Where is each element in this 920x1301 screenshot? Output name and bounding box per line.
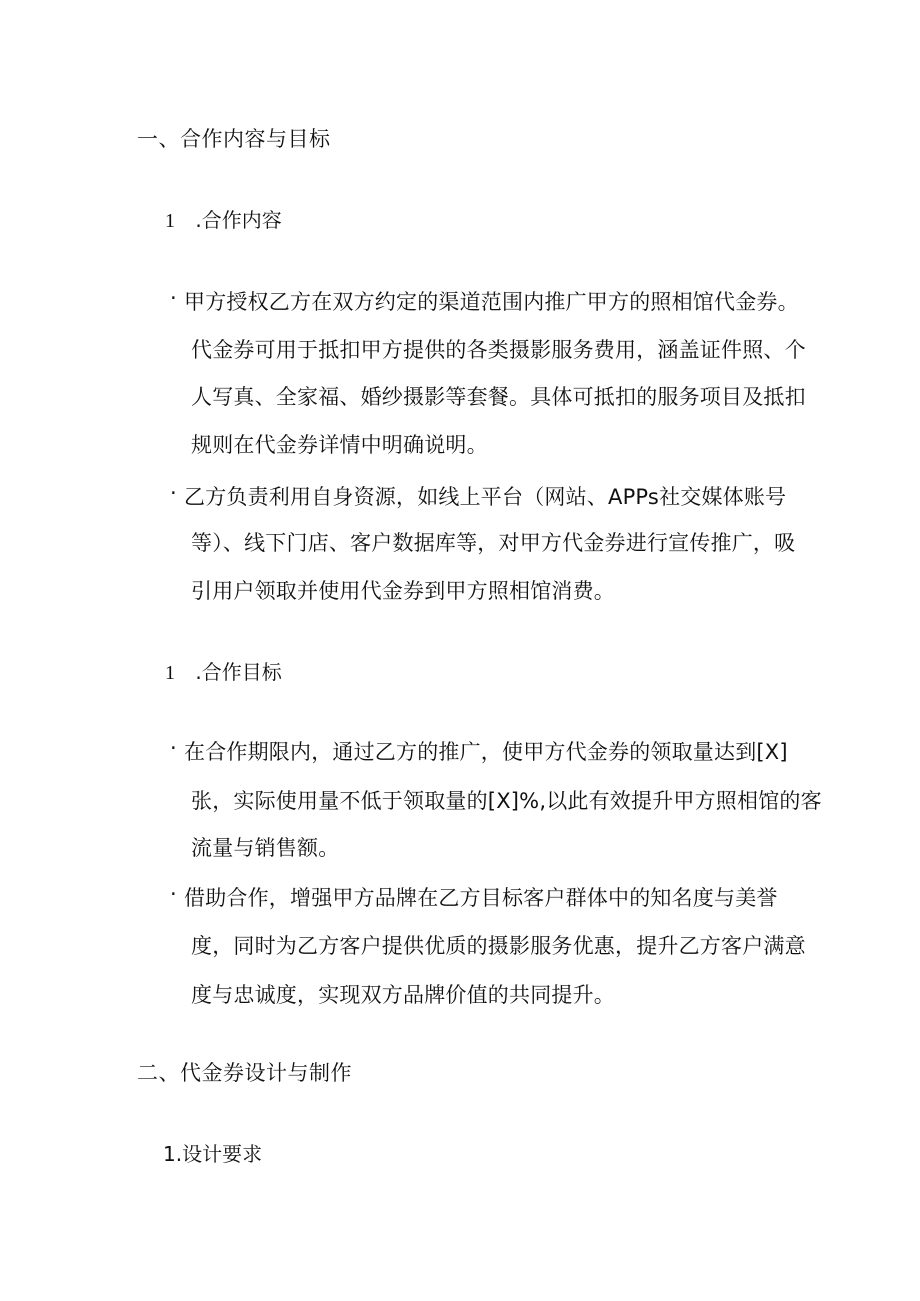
paragraph-line: 引用户领取并使用代金券到甲方照相馆消费。: [191, 579, 615, 603]
section-heading-2: 二、代金券设计与制作: [137, 1061, 352, 1085]
paragraph-line: 甲方授权乙方在双方约定的渠道范围内推广甲方的照相馆代金券。: [184, 290, 799, 314]
subheading-number: 1: [165, 662, 175, 684]
subheading-title: .合作目标: [195, 660, 282, 684]
section-heading-1: 一、合作内容与目标: [137, 127, 331, 151]
bullet-mark: ·: [170, 286, 177, 310]
paragraph-line: 等）、线下门店、客户数据库等，对甲方代金券进行宣传推广，吸: [191, 531, 796, 555]
bullet-mark: ·: [170, 736, 177, 760]
paragraph-line: 规则在代金券详情中明确说明。: [191, 433, 488, 457]
paragraph-line: 流量与销售额。: [191, 836, 340, 860]
subheading-number: 1: [165, 210, 175, 232]
paragraph-line: 张，实际使用量不低于领取量的[X]%,以此有效提升甲方照相馆的客: [191, 789, 822, 813]
paragraph-line: 乙方负责利用自身资源，如线上平台（网站、APPs社交媒体账号: [184, 485, 787, 509]
paragraph-line: 度与忠诚度，实现双方品牌价值的共同提升。: [191, 983, 615, 1007]
bullet-mark: ·: [170, 481, 177, 505]
subheading-design: 1.设计要求: [163, 1142, 263, 1166]
paragraph-line: 在合作期限内，通过乙方的推广，使甲方代金券的领取量达到[X]: [184, 740, 788, 764]
paragraph-line: 代金券可用于抵扣甲方提供的各类摄影服务费用，涵盖证件照、个: [191, 338, 806, 362]
subheading-content: [165, 204, 282, 233]
bullet-mark: ·: [170, 882, 177, 906]
paragraph-line: 借助合作，增强甲方品牌在乙方目标客户群体中的知名度与美誉: [184, 886, 778, 910]
subheading-goals: [165, 656, 282, 685]
paragraph-line: 人写真、全家福、婚纱摄影等套餐。具体可抵扣的服务项目及抵扣: [191, 385, 806, 409]
subheading-title: .合作内容: [195, 208, 282, 232]
paragraph-line: 度，同时为乙方客户提供优质的摄影服务优惠，提升乙方客户满意: [191, 934, 806, 958]
